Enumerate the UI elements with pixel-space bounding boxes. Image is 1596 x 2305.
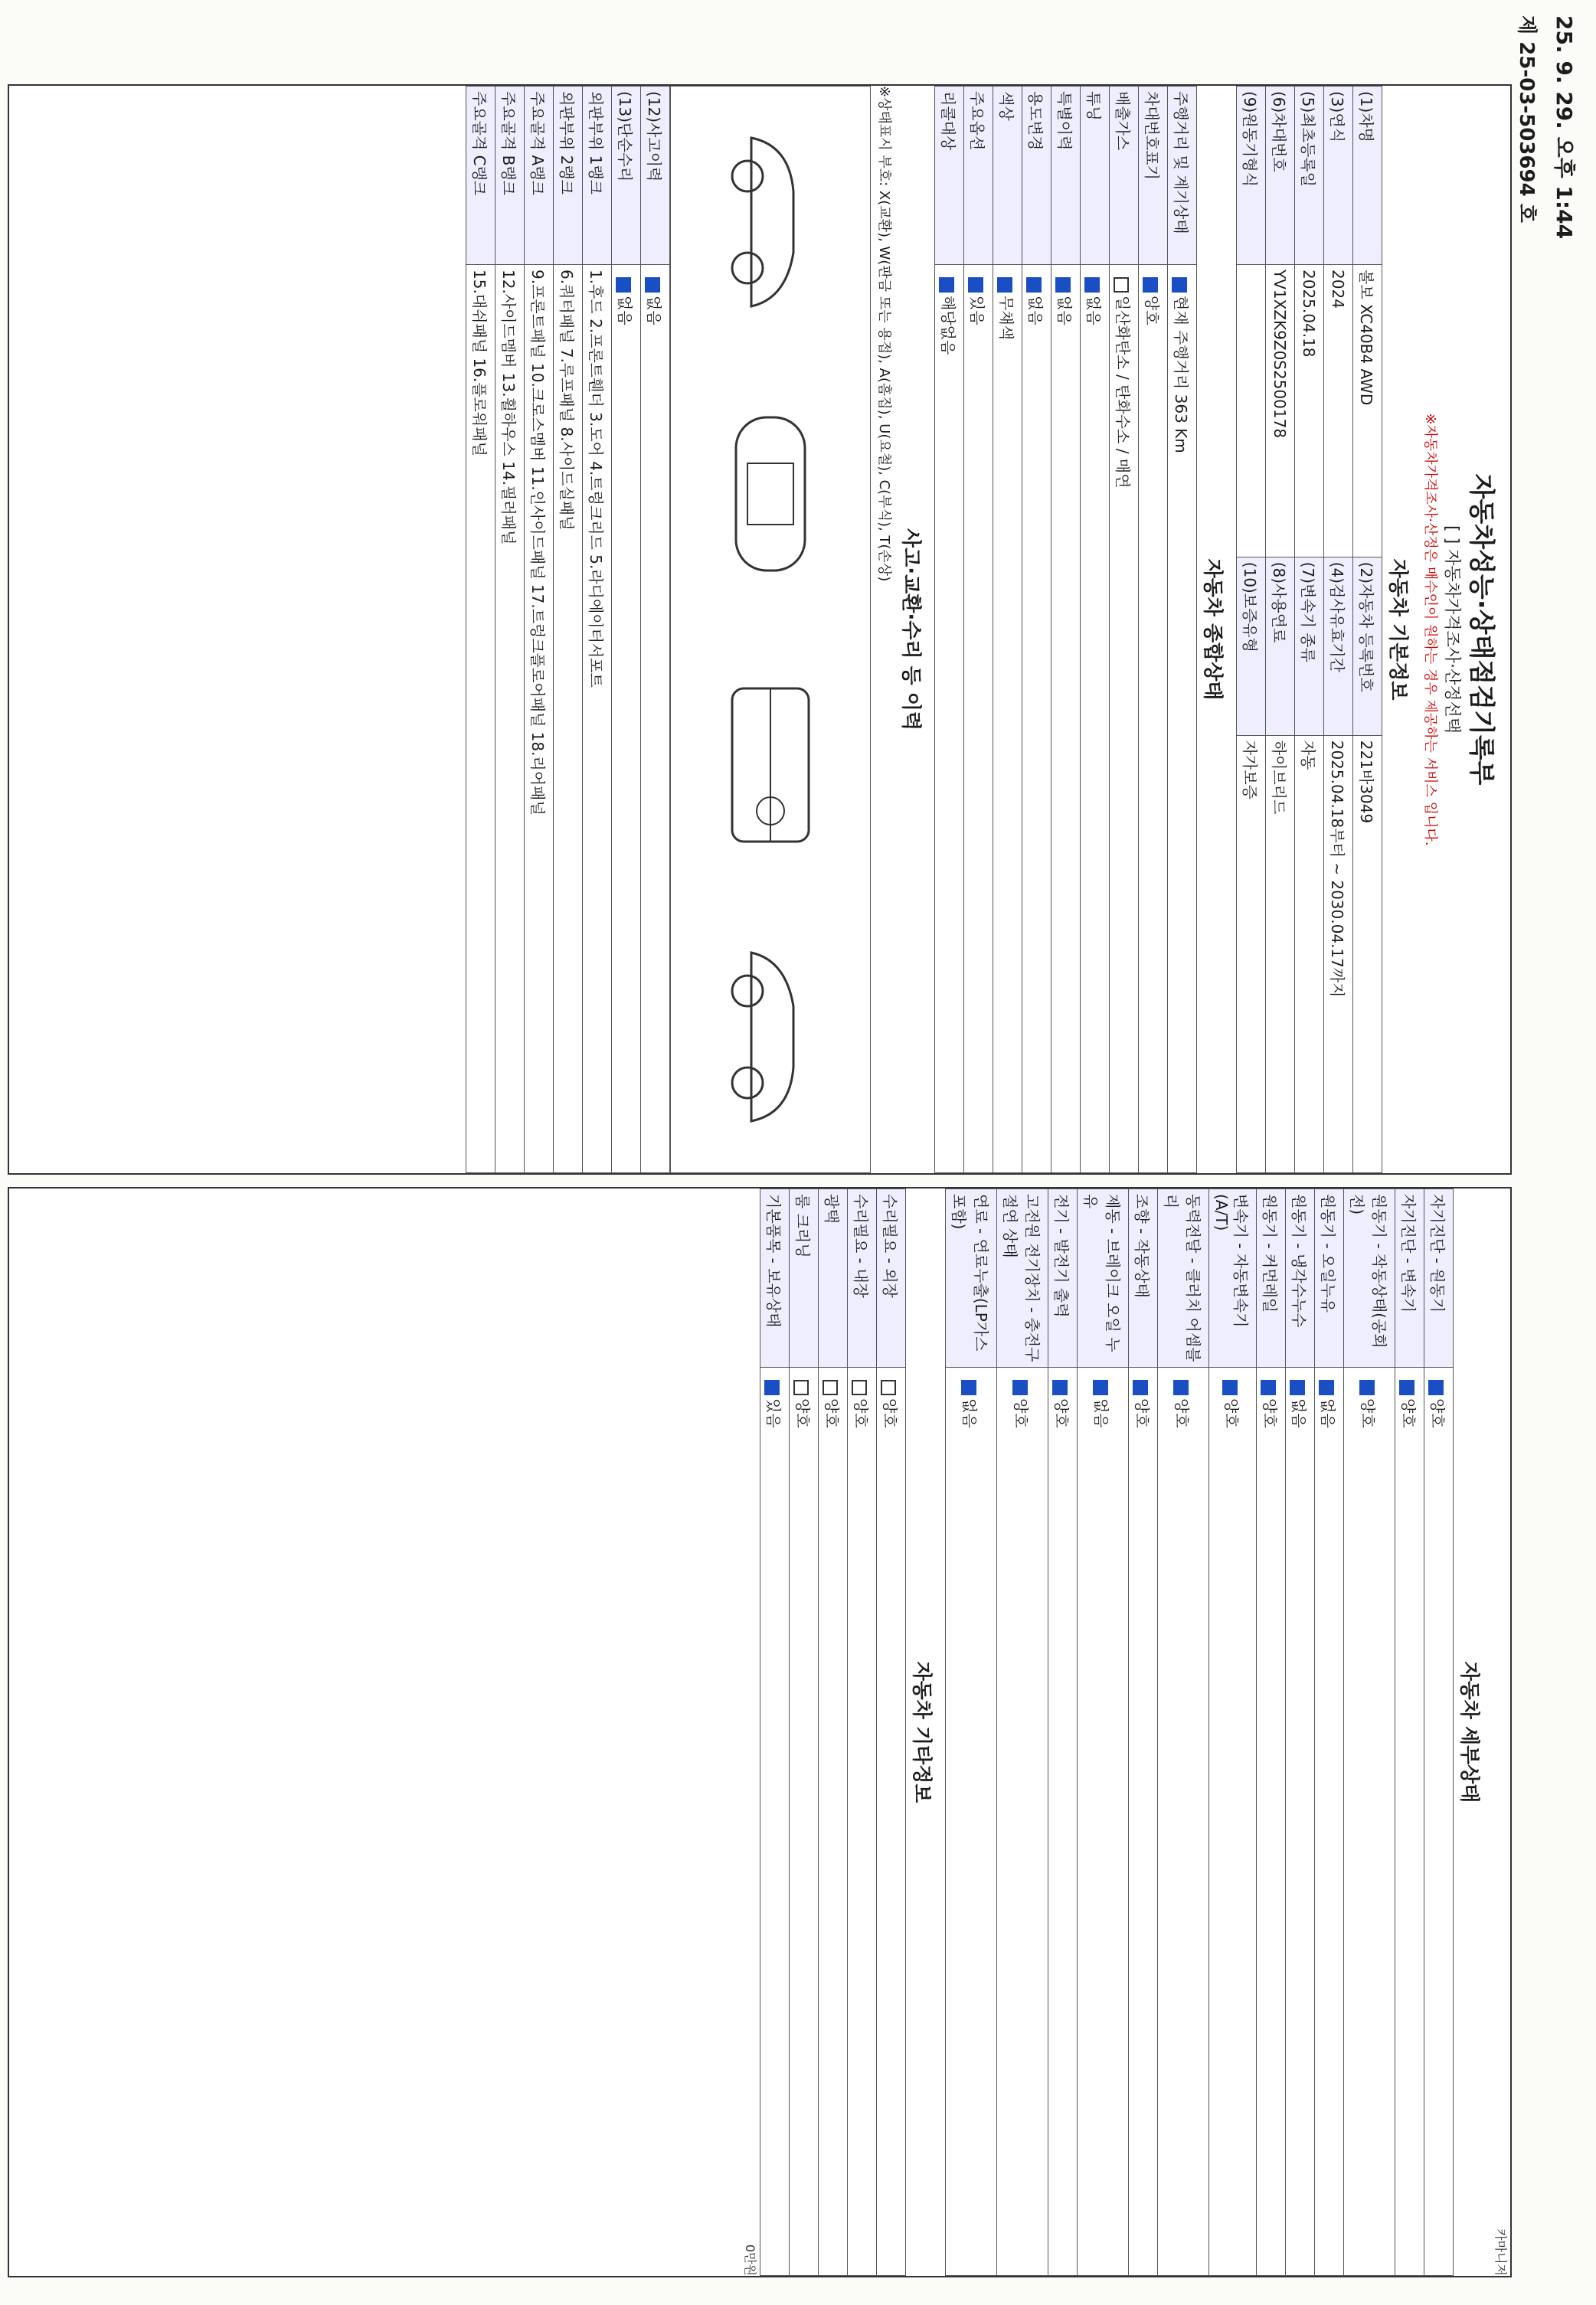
cell-text: 양호 xyxy=(823,1398,841,1428)
cell-label: 주요골격 A랭크 xyxy=(525,87,554,265)
cell-label: (4)검사유효기간 xyxy=(1324,557,1353,735)
cell-text: 양호 xyxy=(1052,1398,1071,1428)
cell-value: 자가보증 xyxy=(1237,735,1266,1172)
cell-value xyxy=(1129,1368,1158,2276)
cell-label: 수리필요 - 외장 xyxy=(877,1189,906,1368)
checkbox-icon[interactable] xyxy=(646,277,661,293)
checkbox-icon[interactable] xyxy=(1261,1380,1277,1395)
cell-value xyxy=(790,1368,819,2276)
checkbox-icon[interactable] xyxy=(1143,277,1159,293)
cell-label: 튜닝 xyxy=(1081,87,1110,265)
cell-label: 자기진단 - 원동기 xyxy=(1424,1189,1454,1368)
checkbox-icon[interactable] xyxy=(1085,277,1101,293)
cell-value xyxy=(997,1368,1048,2276)
table-row xyxy=(1048,1189,1078,2276)
table-row xyxy=(554,87,583,1173)
overall-status-table xyxy=(934,86,1197,1173)
cell-value xyxy=(1139,265,1168,1173)
cell-label: (3)연식 xyxy=(1324,87,1353,265)
table-row xyxy=(1158,1189,1209,2276)
cell-text: 없음 xyxy=(616,296,634,325)
checkbox-icon[interactable] xyxy=(1114,277,1130,293)
table-row xyxy=(1078,1189,1129,2276)
cell-value xyxy=(1344,1368,1395,2276)
cell-text: 양호 xyxy=(1222,1398,1241,1428)
detail-status-title: 자동차 세부상태 xyxy=(1457,1661,1480,1803)
cell-text: 해당없음 xyxy=(939,296,957,355)
cell-value: 9.프론트패널 10.크로스멤버 11.인사이드패널 17.트렁크플로어패널 18.리어패널 xyxy=(525,265,554,1173)
cell-label: 조향 - 작동상태 xyxy=(1129,1189,1158,1368)
cell-value xyxy=(1286,1368,1315,2276)
cell-text: 양호 xyxy=(1359,1398,1378,1428)
cell-label: (5)최초등록일 xyxy=(1295,87,1324,265)
cell-value xyxy=(612,265,641,1173)
cell-value xyxy=(964,265,993,1173)
cell-text: 없음 xyxy=(1319,1398,1337,1428)
cell-label: 외판부위 2랭크 xyxy=(554,87,583,265)
cell-value xyxy=(993,265,1022,1173)
table-row xyxy=(1286,1189,1315,2276)
cell-text: 양호 xyxy=(793,1398,812,1428)
table-row xyxy=(641,87,670,1173)
car-diagrams xyxy=(670,86,871,1173)
accident-history-title: 사고·교환·수리 등 이력 xyxy=(899,528,922,731)
cell-label: (2)자동차 등록번호 xyxy=(1353,557,1382,735)
document-number: 제 25-03-503694 호 xyxy=(1515,15,1538,223)
cell-value: 15.대쉬패널 16.플로워패널 xyxy=(466,265,495,1173)
table-row xyxy=(1295,87,1324,1173)
other-info-title: 자동차 기타정보 xyxy=(910,1661,933,1803)
cell-label: 원동기 - 냉각수누수 xyxy=(1286,1189,1315,1368)
car-left-side-icon xyxy=(721,130,820,314)
cell-value xyxy=(1257,1368,1286,2276)
table-row xyxy=(612,87,641,1173)
cell-text: 없음 xyxy=(1092,1398,1111,1428)
table-row xyxy=(1424,1189,1454,2276)
other-info-table xyxy=(760,1188,906,2276)
cell-value xyxy=(641,265,670,1173)
cell-label: (6)차대번호 xyxy=(1266,87,1295,265)
cell-value xyxy=(1209,1368,1257,2276)
cell-value: 12.사이드멤버 13.휠하우스 14.필러패널 xyxy=(495,265,525,1173)
cell-label: 연료 - 연료누출(LP가스포함) xyxy=(946,1189,997,1368)
cell-label: 동력전달 - 클러치 어셈블리 xyxy=(1158,1189,1209,1368)
table-row xyxy=(1168,87,1197,1173)
car-underbody-icon xyxy=(721,673,820,857)
price-label: 0만원 xyxy=(743,2244,757,2276)
checkbox-icon[interactable] xyxy=(852,1380,868,1395)
cell-text: 없음 xyxy=(1084,296,1103,325)
cell-value: 자동 xyxy=(1295,735,1324,1172)
cell-value: 2024 xyxy=(1324,265,1353,557)
cell-label: (9)원동기형식 xyxy=(1237,87,1266,265)
left-title: 자동차성능·상태점검기록부 xyxy=(1466,473,1496,786)
left-subtitle: [ ] 자동차가격조사·산정선택 xyxy=(1442,525,1461,734)
cell-value xyxy=(819,1368,848,2276)
table-row xyxy=(946,1189,997,2276)
table-row xyxy=(790,1189,819,2276)
cell-label: 기본품목 - 보유상태 xyxy=(760,1189,790,1368)
cell-value xyxy=(877,1368,906,2276)
cell-value xyxy=(848,1368,877,2276)
cell-value xyxy=(1048,1368,1078,2276)
cell-label: 자기진단 - 변속기 xyxy=(1395,1189,1424,1368)
cell-value xyxy=(1315,1368,1344,2276)
cell-value: 하이브리드 xyxy=(1266,735,1295,1172)
cell-text: 양호 xyxy=(1428,1398,1447,1428)
cell-label: 색상 xyxy=(993,87,1022,265)
cell-label: 수리필요 - 내장 xyxy=(848,1189,877,1368)
cell-value xyxy=(1158,1368,1209,2276)
checkbox-icon[interactable] xyxy=(961,1380,976,1395)
cell-label: 고전원 전기장치 - 충전구 절연 상태 xyxy=(997,1189,1048,1368)
cell-text: 양호 xyxy=(1399,1398,1418,1428)
checkbox-icon[interactable] xyxy=(1012,1380,1028,1395)
checkbox-icon[interactable] xyxy=(1359,1380,1375,1395)
cell-label: 원동기 - 작동상태(공회전) xyxy=(1344,1189,1395,1368)
cell-text: 없음 xyxy=(1055,296,1074,325)
cell-value: 1.후드 2.프론트휀더 3.도어 4.트렁크리드 5.라디에이터서포트 xyxy=(583,265,612,1173)
cell-label: 리콜대상 xyxy=(935,87,964,265)
cell-value xyxy=(1078,1368,1129,2276)
checkbox-icon[interactable] xyxy=(794,1380,809,1395)
checkbox-icon[interactable] xyxy=(998,277,1013,293)
cell-label: (8)사용연료 xyxy=(1266,557,1295,735)
checkbox-icon[interactable] xyxy=(1173,1380,1189,1395)
checkbox-icon[interactable] xyxy=(1027,277,1042,293)
checkbox-icon[interactable] xyxy=(1056,277,1071,293)
cell-label: 배출가스 xyxy=(1110,87,1139,265)
table-row xyxy=(1237,87,1266,1173)
left-warning: ※자동차가격조사·산정은 매수인이 원하는 경우 제공하는 서비스 입니다. xyxy=(1422,413,1438,846)
cell-value xyxy=(946,1368,997,2276)
checkbox-icon[interactable] xyxy=(765,1380,780,1395)
car-top-icon xyxy=(721,402,820,586)
cell-text: 양호 xyxy=(1172,1398,1192,1428)
checkbox-icon[interactable] xyxy=(1133,1380,1149,1395)
accident-note: ※상태표시 부호: X(교환), W(판금 또는 용접), A(흠집), U(요철), C(부식), T(손상) xyxy=(876,86,892,582)
cell-label: 주요골격 C랭크 xyxy=(466,87,495,265)
cell-label: 변속기 - 자동변속기(A/T) xyxy=(1209,1189,1257,1368)
table-row xyxy=(1266,87,1295,1173)
cell-value xyxy=(1168,265,1197,1173)
cell-value: 2025.04.18 xyxy=(1295,265,1324,557)
table-row xyxy=(848,1189,877,2276)
cell-text: 양호 xyxy=(852,1398,870,1428)
table-row xyxy=(877,1189,906,2276)
table-row xyxy=(466,87,495,1173)
cell-value xyxy=(1081,265,1110,1173)
cell-text: 없음 xyxy=(960,1398,980,1428)
table-row xyxy=(760,1189,790,2276)
cell-value xyxy=(1237,265,1266,557)
cell-label: 광택 xyxy=(819,1189,848,1368)
cell-label: 특별이력 xyxy=(1051,87,1081,265)
table-row xyxy=(1315,1189,1344,2276)
cell-text: 없음 xyxy=(645,296,663,325)
cell-label: 주행거리 및 계기상태 xyxy=(1168,87,1197,265)
table-row xyxy=(819,1189,848,2276)
cell-label: 용도변경 xyxy=(1022,87,1051,265)
cell-label: 룸 크리닝 xyxy=(790,1189,819,1368)
cell-value xyxy=(935,265,964,1173)
checkbox-icon[interactable] xyxy=(1172,277,1188,293)
table-row xyxy=(1257,1189,1286,2276)
cell-label: 주요옵션 xyxy=(964,87,993,265)
cell-value: 6.쿼터패널 7.루프패널 8.사이드실패널 xyxy=(554,265,583,1173)
cell-value xyxy=(1022,265,1051,1173)
cell-label: 외판부위 1랭크 xyxy=(583,87,612,265)
table-row xyxy=(1051,87,1081,1173)
cell-value: 볼보 XC40B4 AWD xyxy=(1353,265,1382,557)
cell-label: 전기 - 발전기 출력 xyxy=(1048,1189,1078,1368)
table-row xyxy=(993,87,1022,1173)
cell-text: 양호 xyxy=(1133,1398,1151,1428)
table-row xyxy=(1344,1189,1395,2276)
table-row xyxy=(1139,87,1168,1173)
cell-text: 양호 xyxy=(1012,1398,1031,1428)
cell-value xyxy=(1110,265,1139,1173)
checkbox-icon[interactable] xyxy=(823,1380,839,1395)
cell-label: (1)차명 xyxy=(1353,87,1382,265)
cell-text: 없음 xyxy=(1290,1398,1308,1428)
cell-label: (12)사고이력 xyxy=(641,87,670,265)
right-page xyxy=(8,1187,1512,2277)
cell-text: 양호 xyxy=(1143,296,1161,325)
checkbox-icon[interactable] xyxy=(1290,1380,1306,1395)
checkbox-icon[interactable] xyxy=(616,277,632,293)
cell-label: (13)단순수리 xyxy=(612,87,641,265)
table-row xyxy=(1129,1189,1158,2276)
left-page xyxy=(8,84,1512,1175)
checkbox-icon[interactable] xyxy=(940,277,955,293)
cell-label: 원동기 - 오일누유 xyxy=(1315,1189,1344,1368)
cell-text: 없음 xyxy=(1026,296,1045,325)
cell-text: 양호 xyxy=(881,1398,899,1428)
cell-label: 제동 - 브레이크 오일 누유 xyxy=(1078,1189,1129,1368)
table-row xyxy=(1081,87,1110,1173)
cell-value xyxy=(1424,1368,1454,2276)
overall-status-title: 자동차 종합상태 xyxy=(1201,558,1224,701)
print-timestamp: 25. 9. 29. 오후 1:44 xyxy=(1552,15,1577,240)
checkbox-icon[interactable] xyxy=(881,1380,897,1395)
brand-label: 카마니저 xyxy=(1493,2228,1508,2276)
accident-table xyxy=(466,86,670,1173)
cell-text: 있음 xyxy=(764,1398,783,1428)
cell-label: 차대번호표기 xyxy=(1139,87,1168,265)
cell-value: 2025.04.18부터 ~ 2030.04.17까지 xyxy=(1324,735,1353,1172)
cell-text: 일산화탄소 / 탄화수소 / 매연 xyxy=(1114,296,1132,489)
cell-value xyxy=(1051,265,1081,1173)
cell-text: 현재 주행거리 363 Km xyxy=(1172,296,1190,453)
cell-label: (7)변속기 종류 xyxy=(1295,557,1324,735)
cell-label: (10)보증유형 xyxy=(1237,557,1266,735)
detail-status-table xyxy=(945,1188,1454,2276)
table-row xyxy=(964,87,993,1173)
basic-info-table xyxy=(1236,86,1382,1173)
table-row xyxy=(583,87,612,1173)
cell-label: 원동기 - 커먼레일 xyxy=(1257,1189,1286,1368)
table-row xyxy=(495,87,525,1173)
cell-text: 있음 xyxy=(968,296,986,325)
checkbox-icon[interactable] xyxy=(969,277,984,293)
cell-text: 양호 xyxy=(1261,1398,1279,1428)
checkbox-icon[interactable] xyxy=(1053,1380,1068,1395)
table-row xyxy=(1209,1189,1257,2276)
cell-value: 221바3049 xyxy=(1353,735,1382,1172)
table-row xyxy=(1324,87,1353,1173)
table-row xyxy=(1353,87,1382,1173)
checkbox-icon[interactable] xyxy=(1223,1380,1238,1395)
table-row xyxy=(1110,87,1139,1173)
checkbox-icon[interactable] xyxy=(1093,1380,1108,1395)
cell-value xyxy=(760,1368,790,2276)
table-row xyxy=(1395,1189,1424,2276)
cell-value xyxy=(1395,1368,1424,2276)
cell-label: 주요골격 B랭크 xyxy=(495,87,525,265)
table-row xyxy=(935,87,964,1173)
checkbox-icon[interactable] xyxy=(1429,1380,1444,1395)
cell-value: YV1XZK9Z0S2500178 xyxy=(1266,265,1295,557)
table-row xyxy=(525,87,554,1173)
cell-text: 무채색 xyxy=(997,296,1015,340)
basic-info-title: 자동차 기본정보 xyxy=(1386,558,1409,701)
car-right-side-icon xyxy=(721,945,820,1129)
checkbox-icon[interactable] xyxy=(1400,1380,1415,1395)
checkbox-icon[interactable] xyxy=(1320,1380,1335,1395)
table-row xyxy=(997,1189,1048,2276)
table-row xyxy=(1022,87,1051,1173)
